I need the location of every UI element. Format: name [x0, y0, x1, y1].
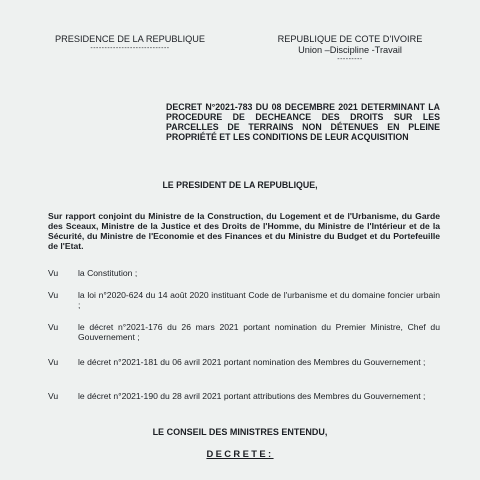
decrete-heading: DECRETE: [206, 448, 274, 459]
council-statement: LE CONSEIL DES MINISTRES ENTENDU, [152, 427, 328, 437]
republic-title: REPUBLIQUE DE COTE D'IVOIRE [277, 34, 423, 44]
rapport-paragraph: Sur rapport conjoint du Ministre de la Construction, du Logement et de l'Urbanisme, du Garde des Sceaux, Ministre de la Justice et des Droits de l'Homme, du Ministre de l'Intérieur et de la Sécurité, du Ministre de l'Economie et des Finances et du Ministre du Budget et du Portefeuille de l'Etat. [48, 211, 440, 251]
visa-label: Vu [48, 322, 59, 332]
visa-label: Vu [48, 268, 59, 278]
visa-text: le décret n°2021-190 du 28 avril 2021 portant attributions des Membres du Gouvernement ; [78, 391, 426, 401]
republic-header [270, 34, 430, 65]
visa-text: le décret n°2021-181 du 06 avril 2021 portant nomination des Membres du Gouvernement ; [78, 357, 426, 367]
visa-label: Vu [48, 357, 59, 367]
presidency-title: PRESIDENCE DE LA REPUBLIQUE [54, 34, 206, 44]
visa-text: la loi n°2020-624 du 14 août 2020 instituant Code de l'urbanisme et du domaine foncier urbain ; [78, 290, 440, 311]
president-heading: LE PRESIDENT DE LA REPUBLIQUE, [162, 180, 318, 190]
visa-text: la Constitution ; [78, 268, 138, 278]
visa-label: Vu [48, 391, 59, 401]
visa-text: le décret n°2021-176 du 26 mars 2021 portant nomination du Premier Ministre, Chef du Gouvernement ; [78, 322, 440, 343]
presidency-header [50, 34, 210, 53]
visa-label: Vu [48, 290, 59, 300]
national-motto: Union –Discipline -Travail [298, 45, 402, 56]
decree-title: DECRET N°2021-783 DU 08 DECEMBRE 2021 DETERMINANT LA PROCEDURE DE DECHEANCE DES DROITS SUR LES PARCELLES DE TERRAINS NON DÉTENUES EN PLEINE PROPRIÉTÉ ET LES CONDITIONS DE LEUR ACQUISITION [166, 102, 440, 143]
right-separator: --------- [337, 56, 363, 64]
left-separator: ---------------------------- [90, 44, 170, 52]
